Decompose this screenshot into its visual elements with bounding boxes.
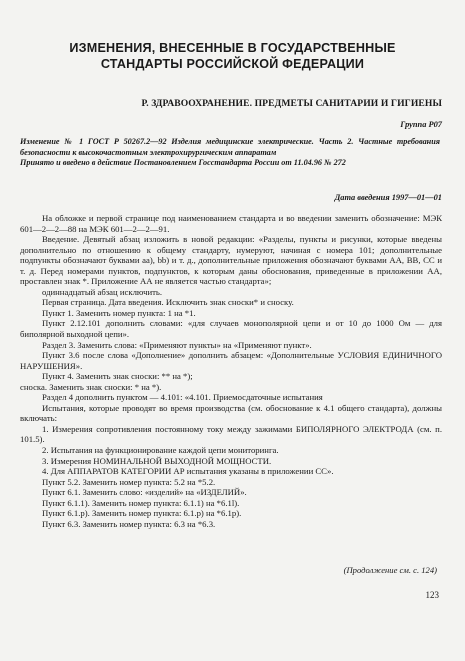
paragraph: Первая страница. Дата введения. Исключить знак сноски* и сноску. (42, 297, 294, 308)
effective-date: Дата введения 1997—01—01 (334, 193, 442, 202)
title-line-2: СТАНДАРТЫ РОССИЙСКОЙ ФЕДЕРАЦИИ (100, 57, 365, 71)
paragraph: Раздел 3. Заменить слова: «Применяют пункты» на «Применяют пункт». (42, 339, 312, 350)
continuation-note: (Продолжение см. с. 124) (343, 565, 437, 575)
group-code: Группа Р07 (400, 120, 442, 129)
paragraph: Пункт 2.12.101 дополнить словами: «для случаев монополярной цепи и от 10 до 1000 Ом — для биполярной выходной цепи». (20, 318, 442, 340)
paragraph: 2. Испытания на функционирование каждой цепи мониторинга. (42, 445, 279, 456)
paragraph: Пункт 6.1.1). Заменить номер пункта: 6.1.1) на *6.1l). (42, 497, 240, 508)
paragraph: Пункт 5.2. Заменить номер пункта: 5.2 на *5.2. (42, 476, 216, 487)
title-line-1: ИЗМЕНЕНИЯ, ВНЕСЕННЫЕ В ГОСУДАРСТВЕННЫЕ (69, 41, 396, 55)
page-title (30, 40, 435, 72)
paragraph: Введение. Девятый абзац изложить в новой редакции: «Разделы, пункты и рисунки, которые введены дополнительно по отношению к общему стандарту, нумеруют, начиная с номера 101; дополнительные подпункты обозначают буквами aa), bb) и т. д., дополнительные приложения обозначают буквами АА, ВВ, СС и т. д. Перед номерами пунктов, подпунктов, к которым даны обоснования, приведенные в приложении АА, проставлен знак *. Приложение АА не является частью стандарта»; (20, 234, 442, 287)
paragraph: сноска. Заменить знак сноски: * на *). (20, 381, 162, 392)
change-header (20, 137, 440, 169)
page-number: 123 (425, 590, 439, 600)
paragraph: Испытания, которые проводят во время производства (см. обоснование к 4.1 общего стандарта), должны включать: (20, 402, 442, 424)
section-heading: Р. ЗДРАВООХРАНЕНИЕ. ПРЕДМЕТЫ САНИТАРИИ И ГИГИЕНЫ (141, 98, 442, 109)
paragraph: На обложке и первой странице под наименованием стандарта и во введении заменить обозначение: МЭК 601—2—2—88 на МЭК 601—2—2—91. (20, 213, 442, 234)
paragraph: Пункт 6.1.р). Заменить номер пункта: 6.1.р) на *6.1р). (42, 508, 242, 519)
paragraph: 4. Для АППАРАТОВ КАТЕГОРИИ АР испытания указаны в приложении СС». (42, 466, 334, 477)
document-body (20, 213, 442, 529)
paragraph: 3. Измерения НОМИНАЛЬНОЙ ВЫХОДНОЙ МОЩНОСТИ. (42, 455, 272, 466)
change-title: Изменение № 1 ГОСТ Р 50267.2—92 Изделия медицинские электрические. Часть 2. Частные требования безопасности к высокочастотным электрохирургическим аппаратам (20, 137, 440, 157)
paragraph: 1. Измерения сопротивления постоянному току между зажимами БИПОЛЯРНОГО ЭЛЕКТРОДА (см. п. 101.5). (20, 423, 442, 445)
paragraph: Раздел 4 дополнить пунктом — 4.101: «4.101. Приемосдаточные испытания (42, 392, 323, 403)
adoption-note: Принято и введено в действие Постановлением Госстандарта России от 11.04.96 № 272 (20, 158, 346, 168)
paragraph: Пункт 3.6 после слова «Дополнение» дополнить абзацем: «Дополнительные УСЛОВИЯ ЕДИНИЧНОГО НАРУШЕНИЯ». (20, 350, 442, 371)
paragraph: одиннадцатый абзац исключить. (42, 286, 163, 297)
paragraph: Пункт 6.1. Заменить слово: «изделий» на «ИЗДЕЛИЙ». (42, 487, 247, 498)
paragraph: Пункт 4. Заменить знак сноски: ** на *); (42, 371, 193, 382)
paragraph: Пункт 6.3. Заменить номер пункта: 6.3 на *6.3. (42, 518, 216, 529)
paragraph: Пункт 1. Заменить номер пункта: 1 на *1. (42, 307, 196, 318)
